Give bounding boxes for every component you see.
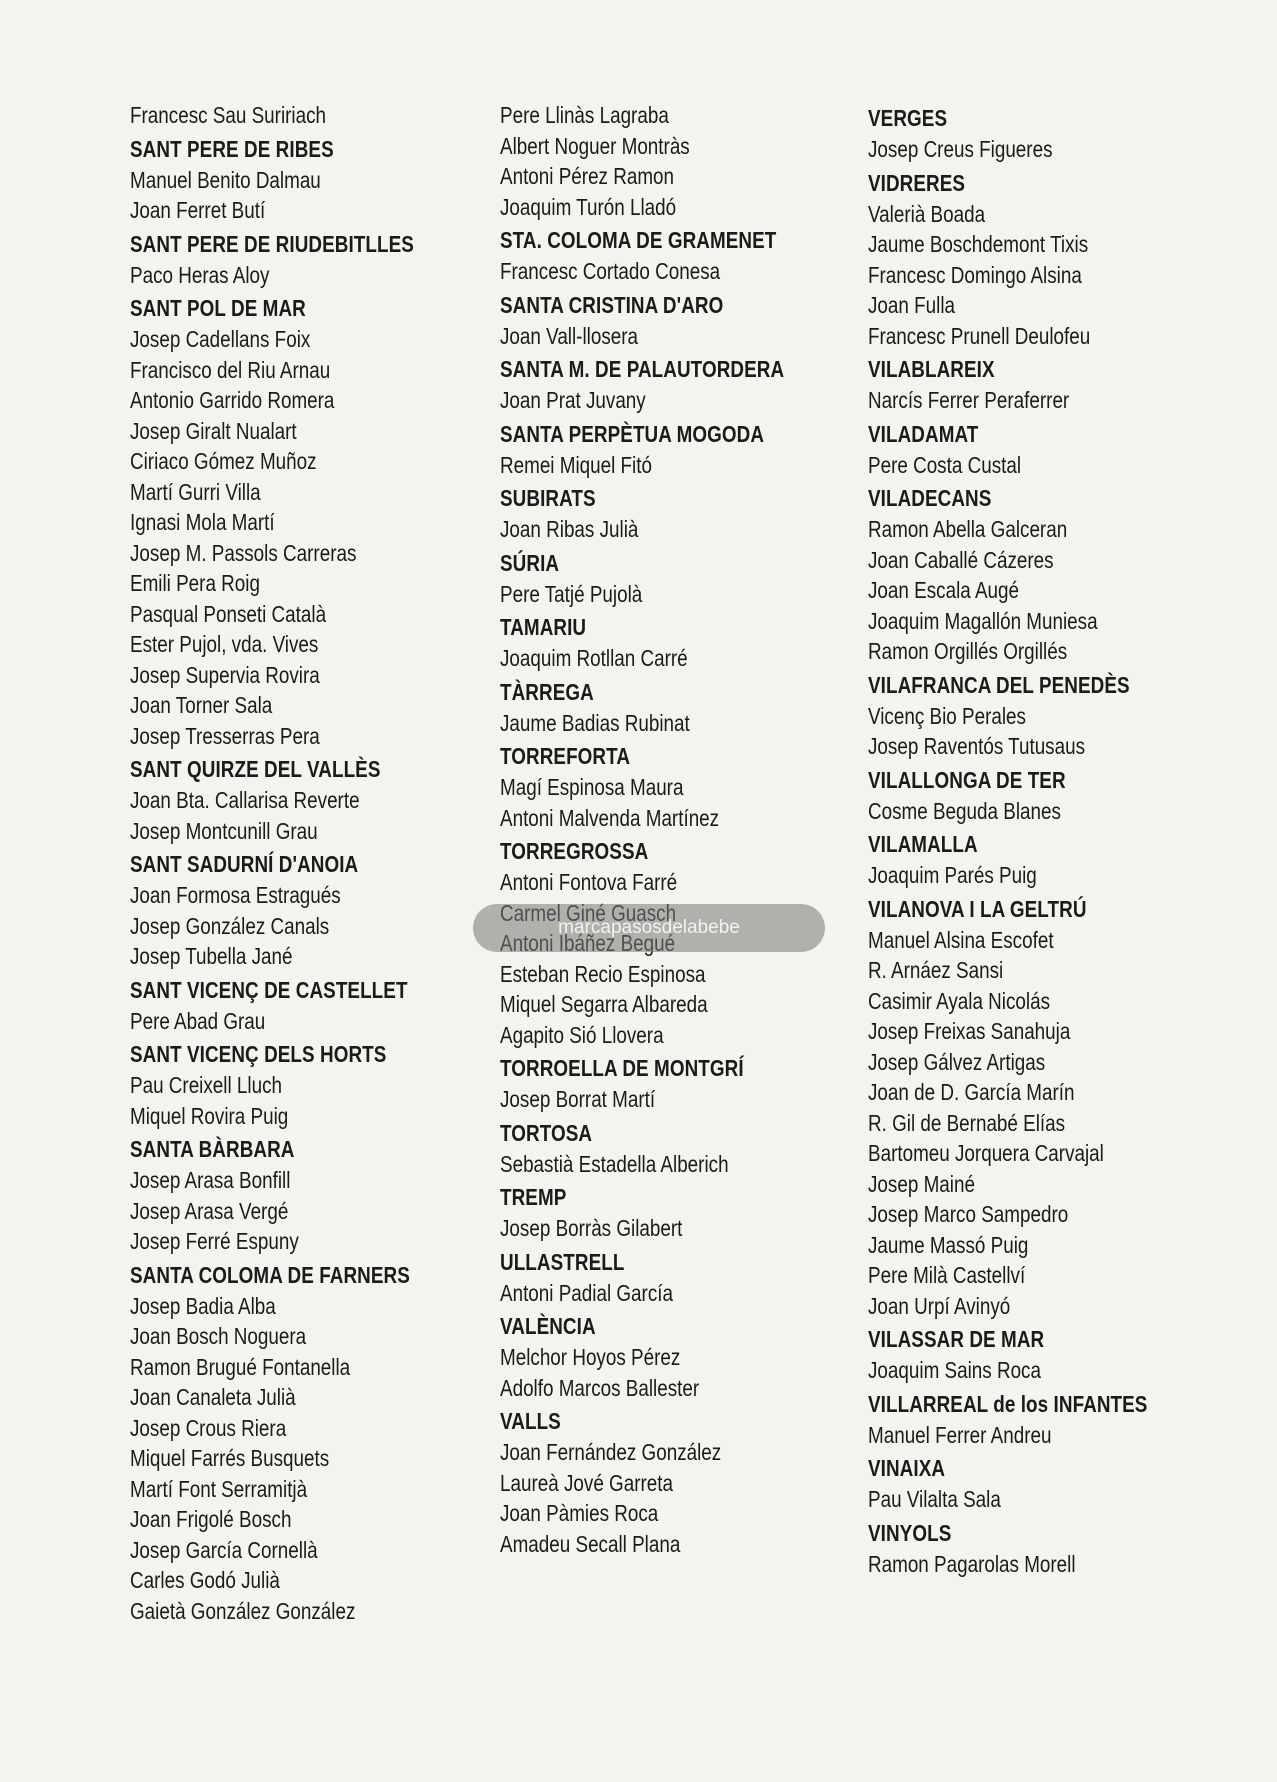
town-section bbox=[868, 670, 1209, 762]
person-name: Antonio Garrido Romera bbox=[130, 387, 335, 413]
town-heading: SÚRIA bbox=[500, 549, 560, 576]
person-name: Joaquim Turón Lladó bbox=[500, 193, 677, 220]
person-name: Francisco del Riu Arnau bbox=[130, 356, 331, 383]
town-heading: SUBIRATS bbox=[500, 485, 596, 511]
town-section bbox=[130, 293, 476, 751]
town-section bbox=[500, 290, 847, 352]
person-name: Narcís Ferrer Peraferrer bbox=[868, 387, 1070, 413]
person-name: Josep Arasa Vergé bbox=[130, 1197, 289, 1224]
town-heading: VILALLONGA DE TER bbox=[868, 766, 1066, 793]
person-name: Joaquim Sains Roca bbox=[868, 1357, 1041, 1383]
person-name: Joan Torner Sala bbox=[130, 692, 273, 718]
person-name: Melchor Hoyos Pérez bbox=[500, 1344, 681, 1370]
town-heading: TORREGROSSA bbox=[500, 838, 649, 864]
person-name: Miquel Rovira Puig bbox=[130, 1102, 289, 1129]
town-section bbox=[500, 419, 847, 481]
town-section bbox=[130, 100, 476, 131]
person-name: Albert Noguer Montràs bbox=[500, 132, 690, 159]
town-section bbox=[868, 168, 1209, 352]
person-name: Laureà Jové Garreta bbox=[500, 1469, 673, 1496]
town-heading: SANTA BÀRBARA bbox=[130, 1136, 295, 1162]
person-name: Ramon Orgillés Orgillés bbox=[868, 638, 1068, 664]
person-name: Sebastià Estadella Alberich bbox=[500, 1150, 729, 1177]
person-name: Ciriaco Gómez Muñoz bbox=[130, 448, 317, 474]
town-heading: SANT PERE DE RIUDEBITLLES bbox=[130, 230, 414, 257]
person-name: Josep Borràs Gilabert bbox=[500, 1215, 683, 1241]
person-name: Joaquim Rotllan Carré bbox=[500, 645, 688, 671]
person-name: Jaume Boschdemont Tixis bbox=[868, 231, 1089, 257]
person-name: Joan Fernández González bbox=[500, 1439, 722, 1465]
town-section bbox=[130, 1039, 476, 1131]
town-heading: TREMP bbox=[500, 1184, 567, 1210]
person-name: Ignasi Mola Martí bbox=[130, 509, 275, 535]
town-heading: TORREFORTA bbox=[500, 743, 631, 769]
person-name: Joaquim Parés Puig bbox=[868, 862, 1037, 888]
person-name: Agapito Sió Llovera bbox=[500, 1021, 664, 1048]
town-section bbox=[500, 225, 847, 287]
person-name: Joan Prat Juvany bbox=[500, 387, 646, 413]
person-name: Pere Milà Castellví bbox=[868, 1262, 1026, 1288]
person-name: Joaquim Magallón Muniesa bbox=[868, 607, 1098, 634]
person-name: Pasqual Ponseti Català bbox=[130, 600, 327, 627]
town-section bbox=[500, 1118, 847, 1180]
person-name: Pau Vilalta Sala bbox=[868, 1486, 1001, 1512]
town-heading: VERGES bbox=[868, 105, 948, 131]
person-name: Josep Freixas Sanahuja bbox=[868, 1018, 1071, 1044]
town-heading: TAMARIU bbox=[500, 614, 587, 640]
town-heading: VILAFRANCA DEL PENEDÈS bbox=[868, 671, 1130, 698]
person-name: Casimir Ayala Nicolás bbox=[868, 987, 1051, 1014]
town-section bbox=[868, 354, 1209, 416]
person-name: Josep Ferré Espuny bbox=[130, 1228, 299, 1254]
town-heading: VALLS bbox=[500, 1408, 561, 1434]
town-heading: VILADAMAT bbox=[868, 420, 979, 447]
town-section bbox=[500, 677, 847, 739]
person-name: Pere Llinàs Lagraba bbox=[500, 102, 669, 128]
town-section bbox=[500, 1311, 847, 1403]
person-name: Joan Urpí Avinyó bbox=[868, 1292, 1011, 1319]
person-name: Antoni Fontova Farré bbox=[500, 869, 678, 895]
town-heading: STA. COLOMA DE GRAMENET bbox=[500, 227, 777, 253]
person-name: Jaume Badias Rubinat bbox=[500, 709, 690, 736]
town-heading: TORROELLA DE MONTGRÍ bbox=[500, 1055, 744, 1081]
column-3 bbox=[868, 100, 1209, 1579]
person-name: Pere Abad Grau bbox=[130, 1007, 266, 1034]
column-2 bbox=[500, 100, 847, 1559]
town-heading: SANT VICENÇ DE CASTELLET bbox=[130, 976, 408, 1003]
person-name: Esteban Recio Espinosa bbox=[500, 960, 706, 987]
person-name: Emili Pera Roig bbox=[130, 570, 260, 596]
town-section bbox=[868, 1389, 1209, 1451]
person-name: Joan Frigolé Bosch bbox=[130, 1506, 292, 1532]
person-name: Joan Bta. Callarisa Reverte bbox=[130, 787, 360, 813]
town-section bbox=[500, 1182, 847, 1244]
person-name: Francesc Cortado Conesa bbox=[500, 258, 721, 284]
person-name: Paco Heras Aloy bbox=[130, 261, 270, 288]
person-name: Joan Caballé Cázeres bbox=[868, 546, 1054, 573]
person-name: Miquel Segarra Albareda bbox=[500, 991, 708, 1017]
person-name: Josep Mainé bbox=[868, 1170, 975, 1197]
town-section bbox=[130, 1134, 476, 1257]
town-section bbox=[130, 975, 476, 1037]
person-name: Josep Arasa Bonfill bbox=[130, 1167, 291, 1193]
person-name: Francesc Prunell Deulofeu bbox=[868, 322, 1091, 349]
person-name: Joan Canaleta Julià bbox=[130, 1384, 296, 1410]
town-heading: SANT PERE DE RIBES bbox=[130, 135, 334, 162]
town-section bbox=[500, 1406, 847, 1559]
person-name: R. Gil de Bernabé Elías bbox=[868, 1109, 1066, 1136]
town-section bbox=[500, 354, 847, 416]
person-name: Cosme Beguda Blanes bbox=[868, 797, 1061, 824]
town-section bbox=[868, 483, 1209, 667]
town-heading: VILANOVA I LA GELTRÚ bbox=[868, 895, 1087, 922]
person-name: Manuel Benito Dalmau bbox=[130, 166, 321, 193]
person-name: Josep García Cornellà bbox=[130, 1536, 318, 1563]
person-name: R. Arnáez Sansi bbox=[868, 957, 1004, 983]
person-name: Miquel Farrés Busquets bbox=[130, 1445, 330, 1471]
person-name: Manuel Ferrer Andreu bbox=[868, 1421, 1052, 1448]
town-heading: VILADECANS bbox=[868, 485, 992, 511]
town-heading: SANTA COLOMA DE FARNERS bbox=[130, 1261, 410, 1288]
watermark-badge: marcapasosdelabebe bbox=[473, 904, 825, 952]
town-heading: TÀRREGA bbox=[500, 678, 594, 705]
person-name: Antoni Padial García bbox=[500, 1279, 673, 1306]
town-heading: SANT VICENÇ DELS HORTS bbox=[130, 1041, 387, 1067]
town-heading: VILASSAR DE MAR bbox=[868, 1326, 1045, 1352]
town-section bbox=[868, 894, 1209, 1322]
person-name: Josep González Canals bbox=[130, 912, 330, 939]
person-name: Josep Cadellans Foix bbox=[130, 326, 311, 352]
person-name: Joan Ribas Julià bbox=[500, 516, 639, 542]
town-heading: SANTA M. DE PALAUTORDERA bbox=[500, 356, 785, 382]
person-name: Josep Creus Figueres bbox=[868, 136, 1053, 162]
town-section bbox=[868, 765, 1209, 827]
person-name: Pere Costa Custal bbox=[868, 451, 1022, 478]
town-heading: SANTA PERPÈTUA MOGODA bbox=[500, 420, 765, 447]
column-1 bbox=[130, 100, 476, 1626]
person-name: Josep Tresserras Pera bbox=[130, 722, 320, 749]
person-name: Ramon Abella Galceran bbox=[868, 516, 1068, 542]
town-heading: VINYOLS bbox=[868, 1519, 952, 1546]
person-name: Amadeu Secall Plana bbox=[500, 1530, 681, 1557]
person-name: Josep Giralt Nualart bbox=[130, 417, 297, 444]
person-name: Josep Gálvez Artigas bbox=[868, 1048, 1046, 1075]
person-name: Josep Supervia Rovira bbox=[130, 661, 320, 688]
person-name: Ramon Pagarolas Morell bbox=[868, 1550, 1076, 1577]
town-section bbox=[130, 229, 476, 291]
town-section bbox=[130, 134, 476, 226]
town-section bbox=[868, 419, 1209, 481]
town-section bbox=[500, 483, 847, 545]
person-name: Ester Pujol, vda. Vives bbox=[130, 631, 319, 657]
town-section bbox=[500, 100, 847, 222]
person-name: Bartomeu Jorquera Carvajal bbox=[868, 1140, 1104, 1166]
person-name: Pau Creixell Lluch bbox=[130, 1072, 283, 1098]
town-section bbox=[130, 754, 476, 846]
town-heading: ULLASTRELL bbox=[500, 1248, 625, 1275]
person-name: Adolfo Marcos Ballester bbox=[500, 1374, 700, 1401]
town-section bbox=[868, 1453, 1209, 1515]
person-name: Joan Bosch Noguera bbox=[130, 1323, 307, 1349]
town-section bbox=[500, 741, 847, 833]
person-name: Valerià Boada bbox=[868, 200, 986, 227]
person-name: Francesc Domingo Alsina bbox=[868, 261, 1082, 288]
person-name: Gaietà González González bbox=[130, 1597, 356, 1624]
person-name: Carles Godó Julià bbox=[130, 1567, 280, 1593]
person-name: Joan Vall-llosera bbox=[500, 322, 639, 349]
person-name: Josep Tubella Jané bbox=[130, 943, 293, 969]
town-heading: SANT SADURNÍ D'ANOIA bbox=[130, 851, 359, 877]
person-name: Josep Borrat Martí bbox=[500, 1086, 656, 1112]
person-name: Joan Fulla bbox=[868, 292, 956, 318]
town-section bbox=[130, 849, 476, 972]
person-name: Joan Escala Augé bbox=[868, 577, 1019, 603]
person-name: Josep M. Passols Carreras bbox=[130, 539, 357, 566]
town-section bbox=[500, 1247, 847, 1309]
person-name: Josep Montcunill Grau bbox=[130, 817, 318, 844]
town-section bbox=[868, 829, 1209, 891]
person-name: Antoni Malvenda Martínez bbox=[500, 804, 720, 831]
person-name: Joan Pàmies Roca bbox=[500, 1500, 659, 1526]
person-name: Antoni Pérez Ramon bbox=[500, 163, 675, 189]
person-name: Joan de D. García Marín bbox=[868, 1079, 1075, 1105]
person-name: Martí Gurri Villa bbox=[130, 478, 261, 505]
person-name: Josep Marco Sampedro bbox=[868, 1201, 1069, 1227]
person-name: Joan Formosa Estragués bbox=[130, 882, 341, 908]
person-name: Vicenç Bio Perales bbox=[868, 702, 1026, 729]
town-section bbox=[868, 1324, 1209, 1386]
town-section bbox=[868, 103, 1209, 165]
person-name: Remei Miquel Fitó bbox=[500, 451, 652, 478]
person-name: Jaume Massó Puig bbox=[868, 1231, 1029, 1258]
town-section bbox=[130, 1260, 476, 1627]
town-heading: VILLARREAL de los INFANTES bbox=[868, 1390, 1148, 1417]
town-section bbox=[868, 1518, 1209, 1580]
town-heading: SANT QUIRZE DEL VALLÈS bbox=[130, 756, 381, 782]
person-name: Josep Crous Riera bbox=[130, 1414, 287, 1441]
person-name: Magí Espinosa Maura bbox=[500, 774, 684, 800]
person-name: Manuel Alsina Escofet bbox=[868, 926, 1054, 953]
town-heading: VIDRERES bbox=[868, 169, 966, 196]
town-section bbox=[500, 1053, 847, 1115]
town-heading: VINAIXA bbox=[868, 1455, 946, 1481]
person-name: Pere Tatjé Pujolà bbox=[500, 580, 643, 607]
person-name: Josep Raventós Tutusaus bbox=[868, 733, 1086, 759]
person-name: Francesc Sau Suririach bbox=[130, 102, 327, 128]
town-heading: SANT POL DE MAR bbox=[130, 295, 306, 321]
town-heading: VILAMALLA bbox=[868, 831, 978, 857]
town-heading: SANTA CRISTINA D'ARO bbox=[500, 291, 724, 318]
person-name: Josep Badia Alba bbox=[130, 1292, 276, 1319]
town-heading: VALÈNCIA bbox=[500, 1313, 596, 1339]
person-name: Joan Ferret Butí bbox=[130, 197, 266, 223]
town-section bbox=[500, 548, 847, 610]
town-heading: TORTOSA bbox=[500, 1119, 593, 1146]
person-name: Martí Font Serramitjà bbox=[130, 1475, 308, 1502]
person-name: Ramon Brugué Fontanella bbox=[130, 1353, 351, 1380]
town-section bbox=[500, 612, 847, 674]
town-heading: VILABLAREIX bbox=[868, 356, 995, 382]
